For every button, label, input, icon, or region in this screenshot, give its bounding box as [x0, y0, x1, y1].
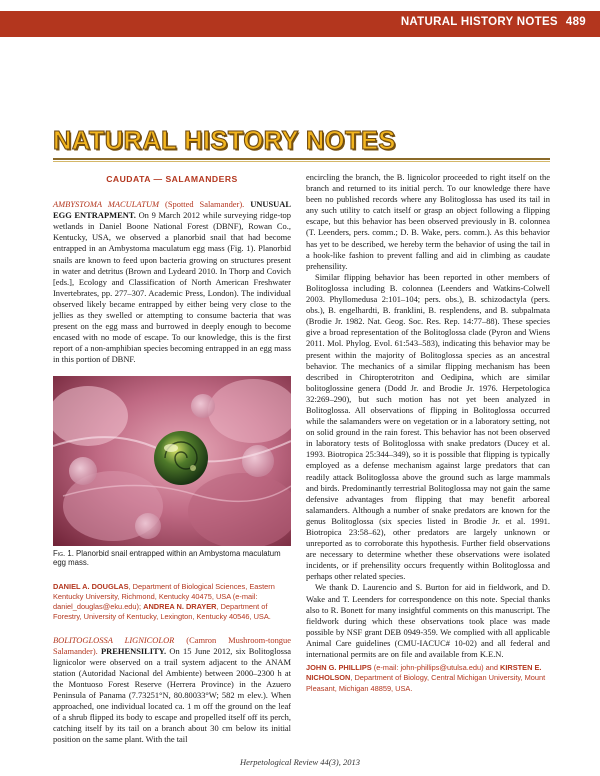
- header-bar: [0, 11, 600, 37]
- journal-footer: Herpetological Review 44(3), 2013: [240, 757, 360, 767]
- author-affiliation: , Department of Biology, Central Michigan University, Mount Pleasant, Michigan 48859, USA.: [306, 673, 546, 693]
- section-heading: CAUDATA — SALAMANDERS: [106, 174, 238, 184]
- paragraph: Similar flipping behavior has been reported in other members of Bolitoglossa including B. colonnea (Leenders and Watkins-Colwell 2003. Phyllomedusa 2:101–104; pers. obs.), B. schizodactyla (pers. obs.), B. engelhardti, B. franklini, B. resplendens, and B. subpalmata (Brodie Jr. 1982. Nat. Geog. Soc. Res. Rep. 14:77–88). These species give a broad representation of the Bolitoglossa clade (Pyron and Wiens 2011. Mol. Phylog. Evol. 61:543–583), indicating this behavior may be present within the majority of Bolitoglossa species as an ancestral behavior. The mechanics of a similar flipping mechanism has been described in Chiropterotriton and Oedipina, which are similar bolitoglossine genera (Dodd Jr. and Brodie Jr. 1976. Herpetologica 32:269–290), but such motion has not yet been analyzed in Bolitoglossa. All observations of flipping in Bolitoglossa occurred while the salamanders were on vegetation or in a laboratory setting, not on solid ground in the rain forest. This behavior has not been observed in laboratory tests of Bolitoglossa with snake predators (Ducey et al. 1993. Biotropica 25:344–349), so it is possible that flipping is typically employed as a defense mechanism against large predators that can readily attack Bolitoglossa above the ground such as large mammals and birds. Predominantly terrestrial Bolitoglossa may not gain the same defensive advantages from flipping that may benefit arboreal salamanders. Although a number of snake predators are known for the genus Bolitoglossa (six species listed in Brodie Jr. et al. 1991. Biotropica 23:58–62), other predators are largely unknown or unreported as to corroborate this hypothesis. Further field observations are necessary to determine whether these observations were isolated incidents, or if prehensility occurs frequently within Bolitoglossa and perhaps other related species.: [306, 271, 550, 582]
- left-column: [53, 172, 291, 745]
- common-name: (Camron Mushroom-tongue Salamander).: [53, 634, 291, 656]
- author-block-1: [53, 582, 291, 623]
- common-name: (Spotted Salamander).: [159, 199, 251, 210]
- header-title: NATURAL HISTORY NOTES: [400, 16, 558, 28]
- figure-caption: [53, 549, 291, 568]
- note-heading: UNUSUAL EGG ENTRAPMENT.: [53, 199, 291, 221]
- species-name: BOLITOGLOSSA LIGNICOLOR: [53, 634, 175, 645]
- caption-text: Planorbid snail entrapped within an Ambystoma maculatum egg mass.: [53, 548, 281, 568]
- author-block-2: [306, 663, 550, 694]
- section-title: NATURAL HISTORY NOTES: [53, 127, 396, 155]
- author-affiliation: , Department of Forestry, University of Kentucky, Lexington, Kentucky 40546, USA.: [53, 602, 271, 622]
- note-body: On 15 June 2012, six Bolitoglossa lignicolor were observed on a trail system adjacent to the ANAM station (Autoridad Nacional del Ambiente) between 2000–2300 h at the Montuoso Forest Reserve (Herrera Province) in the Azuero Peninsula of Panama (7.73251°N, 80.80033°W; 582 m elev.). When approached, one individual located ca. 1 m off the ground on the leaf of a shrub flipped its body to escape and propelled itself off its perch, catching itself by its tail on a branch about 30 cm below its initial position on the same plant. With the tail: [53, 645, 291, 745]
- author-affiliation: , Department of Biological Sciences, Eastern Kentucky University, Richmond, Kentucky 40475, USA (e-mail: daniel_douglas@eku.edu);: [53, 581, 275, 612]
- figure-snail-photo: [53, 376, 291, 546]
- note-bolitoglossa: [53, 635, 291, 746]
- title-rule: [53, 158, 550, 160]
- author-affiliation: (e-mail: john-phillips@utulsa.edu) and: [371, 663, 500, 673]
- note-ambystoma: [53, 199, 291, 365]
- author-name: JOHN G. PHILLIPS: [306, 663, 372, 673]
- species-name: AMBYSTOMA MACULATUM: [53, 199, 160, 210]
- caption-label: Fig. 1.: [53, 548, 74, 558]
- paragraph: encircling the branch, the B. lignicolor proceeded to right itself on the branch and returned to its initial perch. To our knowledge there have been no published records where any Bolitoglossa has used its tail in any such utility to catch itself or grasp an object following a flipping escape, but this behavior has been observed previously in B. colonnea (T. Leenders, pers. comm.; D. B. Wake, pers. comm.). As this behavior has yet to be described, we hereby term the behavior of using the tail in a hook-like fashion to prevent falling and aid in climbing as caudate prehensility.: [306, 172, 550, 271]
- title-rule-thin: [53, 161, 550, 162]
- note-body: On 9 March 2012 while surveying ridge-top wetlands in Daniel Boone National Forest (DBNF), Rowan Co., Kentucky, USA, we observed a planorbid snail that had become entrapped in an Ambystoma maculatum egg mass (Fig. 1). Planorbid snails are known to feed upon bacteria growing on structures present in water and detritus (Brown and Lydeard 2010. In Thorp and Covich [eds.], Ecology and Classification of North American Freshwater Invertebrates, pp. 277–307. Academic Press, London). The individual observed likely became entrapped by either being very close to the jellies as they swelled or attempting to consume bacteria that was present on the egg mass and burrowed in deeply enough to become encased with no mode of escape. To our knowledge, this is the first report of a non-amphibian species becoming entrapped in an egg mass in this portion of DBNF.: [53, 210, 291, 365]
- author-name: KIRSTEN E. NICHOLSON: [306, 663, 542, 683]
- author-name: DANIEL A. DOUGLAS: [53, 581, 129, 591]
- paragraph: We thank D. Laurencio and S. Burton for aid in fieldwork, and D. Wake and T. Leenders for correspondence on this note. Special thanks also to R. Bonett for many insightful comments on this manuscript. The fieldwork during which these observations took place was made possible by NSF grant DEB 0949-359. We complied with all applicable Animal Care guidelines (CMU-IACUC# 10-02) and all federal and international permits are on file and available from K.E.N.: [306, 582, 550, 660]
- note-heading: PREHENSILITY.: [101, 645, 167, 656]
- page-number: 489: [565, 16, 586, 28]
- right-column: [306, 172, 550, 706]
- author-name: ANDREA N. DRAYER: [143, 602, 217, 612]
- running-header: [401, 16, 586, 28]
- snail-egg-mass-illustration: [53, 376, 291, 546]
